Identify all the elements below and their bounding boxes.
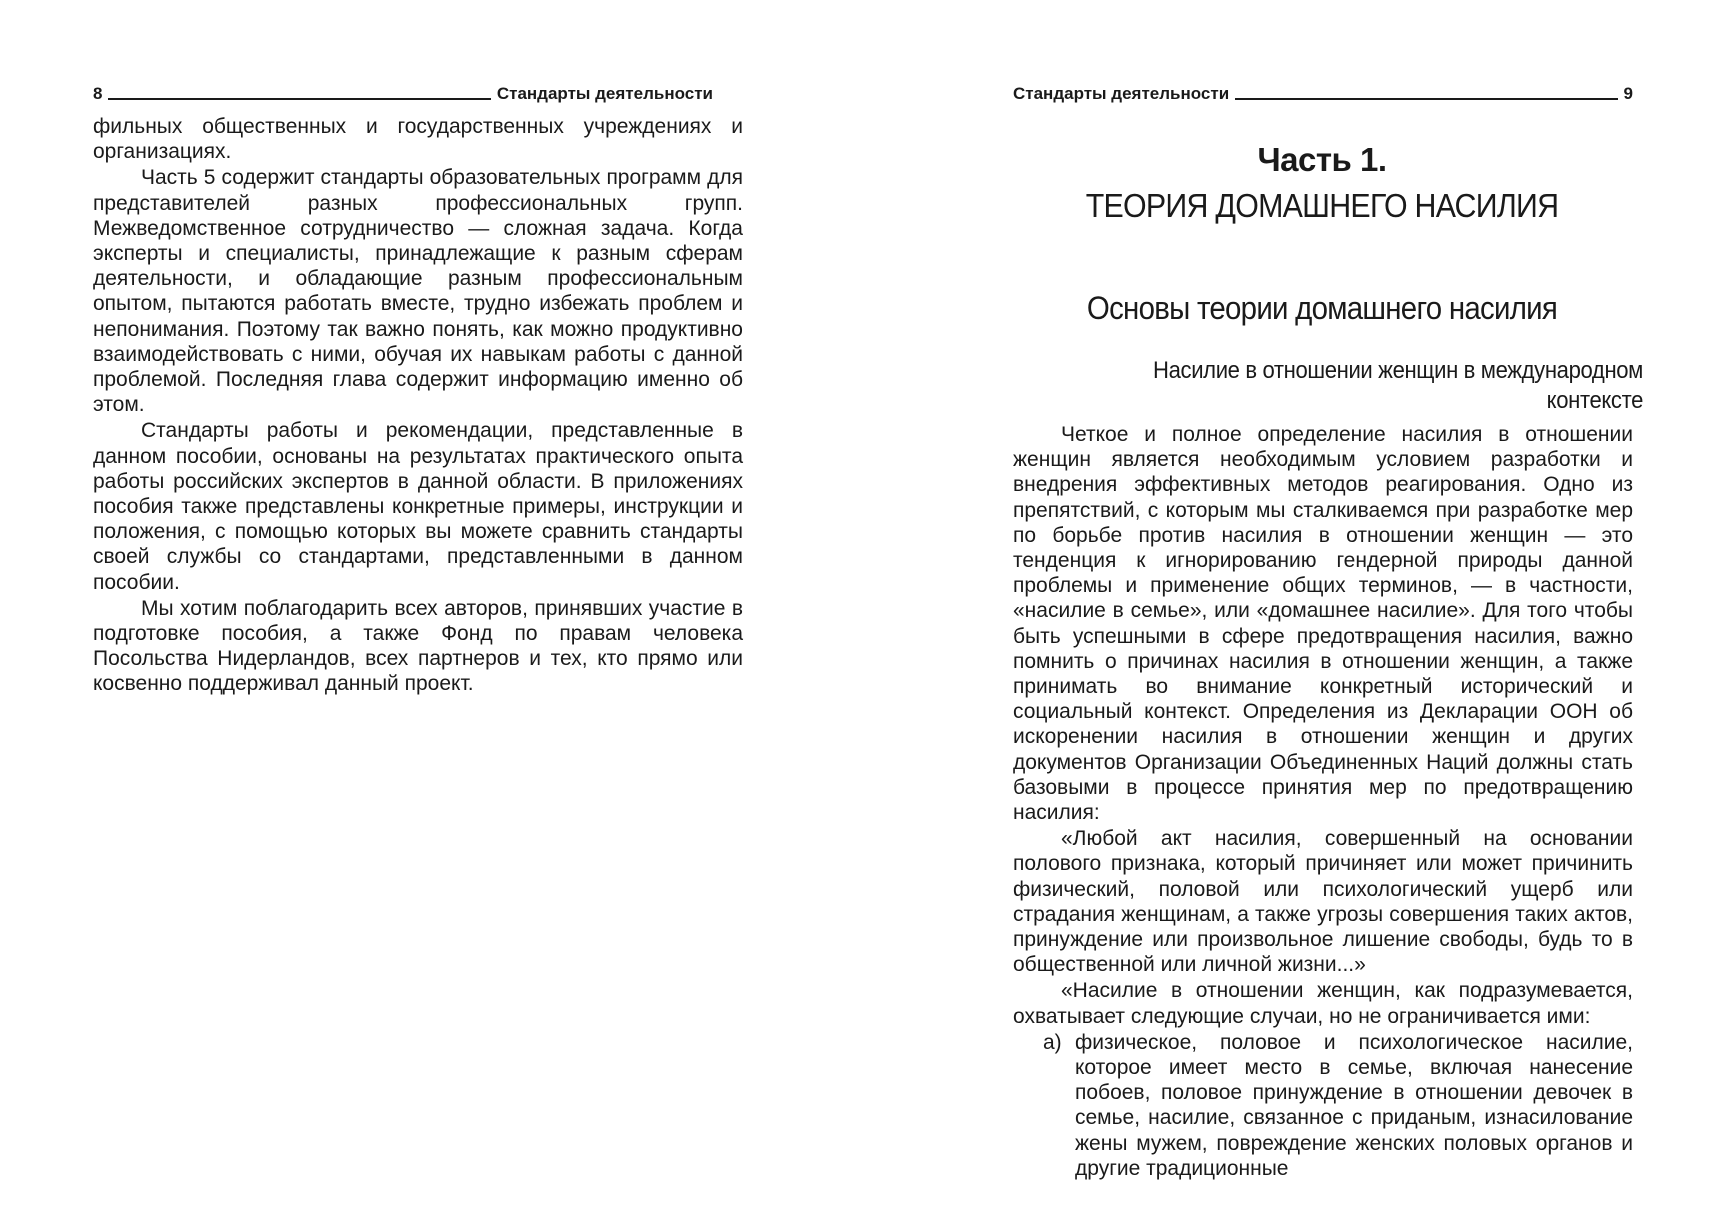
left-running-title: Стандарты деятельности — [496, 84, 713, 103]
left-body-text — [93, 114, 743, 698]
list-item — [1013, 1030, 1633, 1181]
left-paragraph-1: фильных общественных и государственных учреждениях и организациях. — [93, 115, 743, 164]
right-page-number: 9 — [1623, 84, 1633, 103]
left-running-head — [93, 82, 713, 104]
left-paragraph-3: Стандарты работы и рекомендации, представленные в данном пособии, основаны на результатах практического опыта работы российских экспертов в данной области. В приложениях пособия также представлены конкретные примеры, инструкции и положения, с помощью которых вы можете сравнить стандарты своей службы со стандартами, представленными в данном пособии. — [93, 419, 743, 594]
right-running-title: Стандарты деятельности — [1013, 84, 1230, 103]
left-paragraph-2: Часть 5 содержит стандарты образовательных программ для представителей разных профессиональных групп. Межведомственное сотрудничество — сложная задача. Когда эксперты и специалисты, принадлежащие к разным сферам деятельности, и обладающие разным профессиональным опытом, пытаются работать вместе, трудно избежать проблем и непонимания. Поэтому так важно понять, как можно продуктивно взаимодействовать с ними, обучая их навыкам работы с данной проблемой. Последняя глава содержит информацию именно об этом. — [93, 166, 743, 417]
right-paragraph-quote-1: «Любой акт насилия, совершенный на основании полового признака, который причиняет или может причинить физический, половой или психологический ущерб или страдания женщинам, а также угрозы совершения таких актов, принуждение или произвольное лишение свободы, будь то в общественной или личной жизни...» — [1013, 827, 1633, 977]
list-item-marker: а) — [1043, 1030, 1062, 1054]
left-page-number: 8 — [93, 84, 103, 103]
left-header-rule — [108, 98, 490, 100]
section-title: Основы теории домашнего насилия — [1086, 290, 1558, 326]
left-paragraph-4: Мы хотим поблагодарить всех авторов, принявших участие в подготовке пособия, а также Фонд по правам человека Посольства Нидерландов, всех партнеров и тех, кто прямо или косвенно поддерживал данный проект. — [93, 596, 743, 696]
right-paragraph-1: Четкое и полное определение насилия в отношении женщин является необходимым условием разработки и внедрения эффективных методов реагирования. Одно из препятствий, с которым мы сталкиваемся при разработке мер по борьбе против насилия в отношении женщин — это тенденция к игнорированию гендерной природы данной проблемы и применение общих терминов, — в частности, «насилие в семье», или «домашнее насилие». Для того чтобы быть успешными в сфере предотвращения насилия, важно помнить о причинах насилия в отношении женщин, а также принимать во внимание конкретный исторический и социальный контекст. Определения из Декларации ООН об искоренении насилия в отношении женщин и других документов Организации Объединенных Наций должны стать базовыми в процессе принятия мер по предотвращению насилия: — [1013, 423, 1633, 825]
part-subtitle: ТЕОРИЯ ДОМАШНЕГО НАСИЛИЯ — [1085, 187, 1559, 224]
right-paragraph-quote-2: «Насилие в отношении женщин, как подразумевается, охватывает следующие случаи, но не ограничивается ими: — [1013, 979, 1633, 1028]
right-body-text — [1013, 422, 1633, 1181]
subsection-title: Насилие в отношении женщин в международном контексте — [1153, 357, 1643, 414]
right-header-rule — [1235, 98, 1617, 100]
right-running-head — [1013, 82, 1633, 104]
part-title: Часть 1. — [1257, 141, 1387, 178]
list-item-text: физическое, половое и психологическое насилие, которое имеет место в семье, включая нанесение побоев, половое принуждение в отношении девочек в семье, насилие, связанное с приданым, изнасилование жены мужем, повреждение женских половых органов и другие традиционные — [1075, 1030, 1633, 1180]
